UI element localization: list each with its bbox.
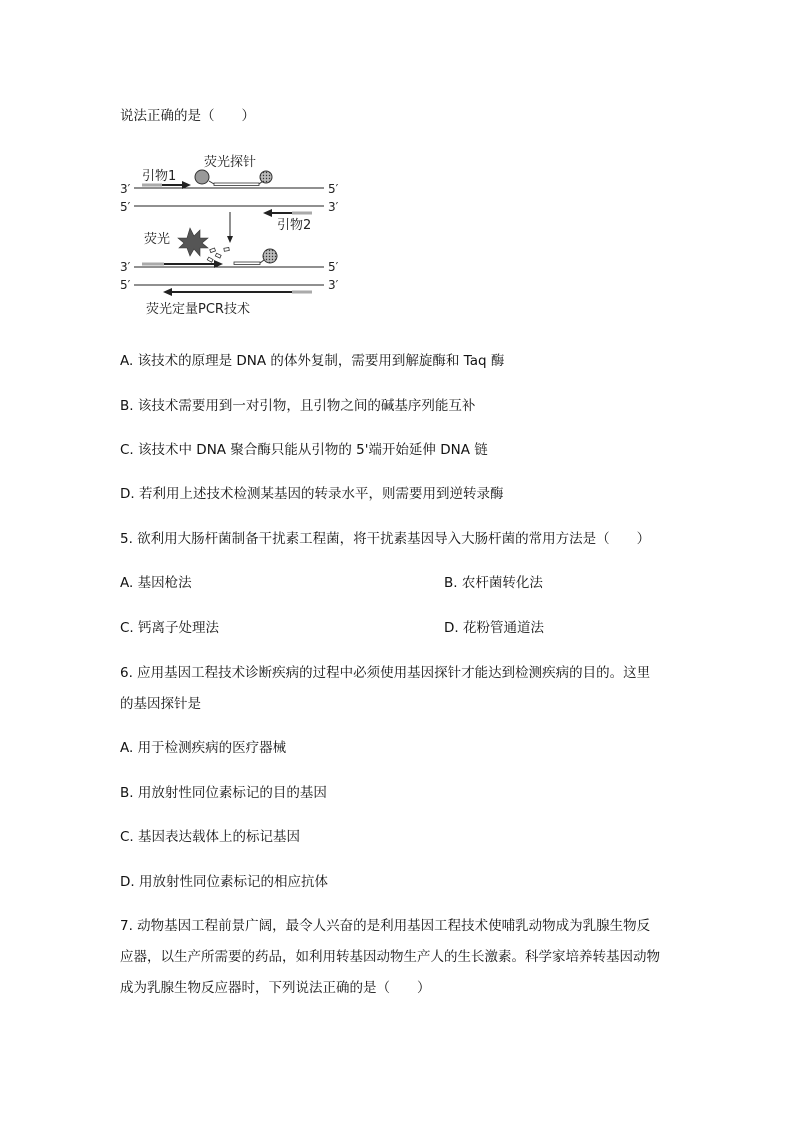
q5-option-b: B. 农杆菌转化法 — [444, 575, 543, 591]
q4-option-d: D. 若利用上述技术检测某基因的转录水平，则需要用到逆转录酶 — [120, 486, 504, 502]
q7-stem-line1: 7. 动物基因工程前景广阔，最令人兴奋的是利用基因工程技术使哺乳动物成为乳腺生物反 — [120, 918, 651, 934]
top-strand2-5prime: 5′ — [120, 200, 131, 214]
probe-quencher — [260, 171, 272, 183]
q5-option-d: D. 花粉管通道法 — [444, 620, 544, 636]
pcr-diagram — [112, 150, 362, 320]
bottom-strand2-3prime: 3′ — [328, 278, 339, 292]
q6-stem-line2: 的基因探针是 — [120, 696, 201, 712]
probe-fragment — [234, 262, 260, 265]
q4-stem: 说法正确的是（ ） — [120, 108, 255, 124]
released-quencher — [263, 249, 277, 263]
q4-option-a: A. 该技术的原理是 DNA 的体外复制，需要用到解旋酶和 Taq 酶 — [120, 353, 505, 369]
q7-stem-line2: 应器，以生产所需要的药品，如利用转基因动物生产人的生长激素。科学家培养转基因动物 — [120, 949, 660, 965]
probe-body — [214, 183, 259, 186]
figure-caption: 荧光定量PCR技术 — [146, 302, 250, 317]
q6-option-a: A. 用于检测疾病的医疗器械 — [120, 740, 287, 756]
q5-option-c: C. 钙离子处理法 — [120, 620, 220, 636]
fluorescence-burst — [178, 228, 208, 256]
q6-option-b: B. 用放射性同位素标记的目的基因 — [120, 785, 327, 801]
top-strand2-3prime: 3′ — [328, 200, 339, 214]
probe-label: 荧光探针 — [204, 155, 257, 170]
q5-option-a: A. 基因枪法 — [120, 575, 192, 591]
q6-stem-line1: 6. 应用基因工程技术诊断疾病的过程中必须使用基因探针才能达到检测疾病的目的。这里 — [120, 665, 651, 681]
primer2-label: 引物2 — [277, 218, 312, 233]
q5-stem: 5. 欲利用大肠杆菌制备干扰素工程菌，将干扰素基因导入大肠杆菌的常用方法是（ ） — [120, 531, 651, 547]
q7-stem-line3: 成为乳腺生物反应器时，下列说法正确的是（ ） — [120, 980, 431, 996]
primer1-label: 引物1 — [142, 169, 177, 184]
fluorescence-label: 荧光 — [144, 232, 171, 247]
primer2-arrowhead — [263, 209, 272, 217]
probe-reporter — [195, 170, 209, 184]
top-strand1-3prime: 3′ — [120, 182, 131, 196]
top-strand1-5prime: 5′ — [328, 182, 339, 196]
bottom-strand1-5prime: 5′ — [328, 260, 339, 274]
q4-option-c: C. 该技术中 DNA 聚合酶只能从引物的 5'端开始延伸 DNA 链 — [120, 442, 488, 458]
bottom-strand1-3prime: 3′ — [120, 260, 131, 274]
q6-option-d: D. 用放射性同位素标记的相应抗体 — [120, 874, 328, 890]
q6-option-c: C. 基因表达载体上的标记基因 — [120, 829, 301, 845]
q4-option-b: B. 该技术需要用到一对引物，且引物之间的碱基序列能互补 — [120, 398, 476, 414]
bottom-strand2-5prime: 5′ — [120, 278, 131, 292]
